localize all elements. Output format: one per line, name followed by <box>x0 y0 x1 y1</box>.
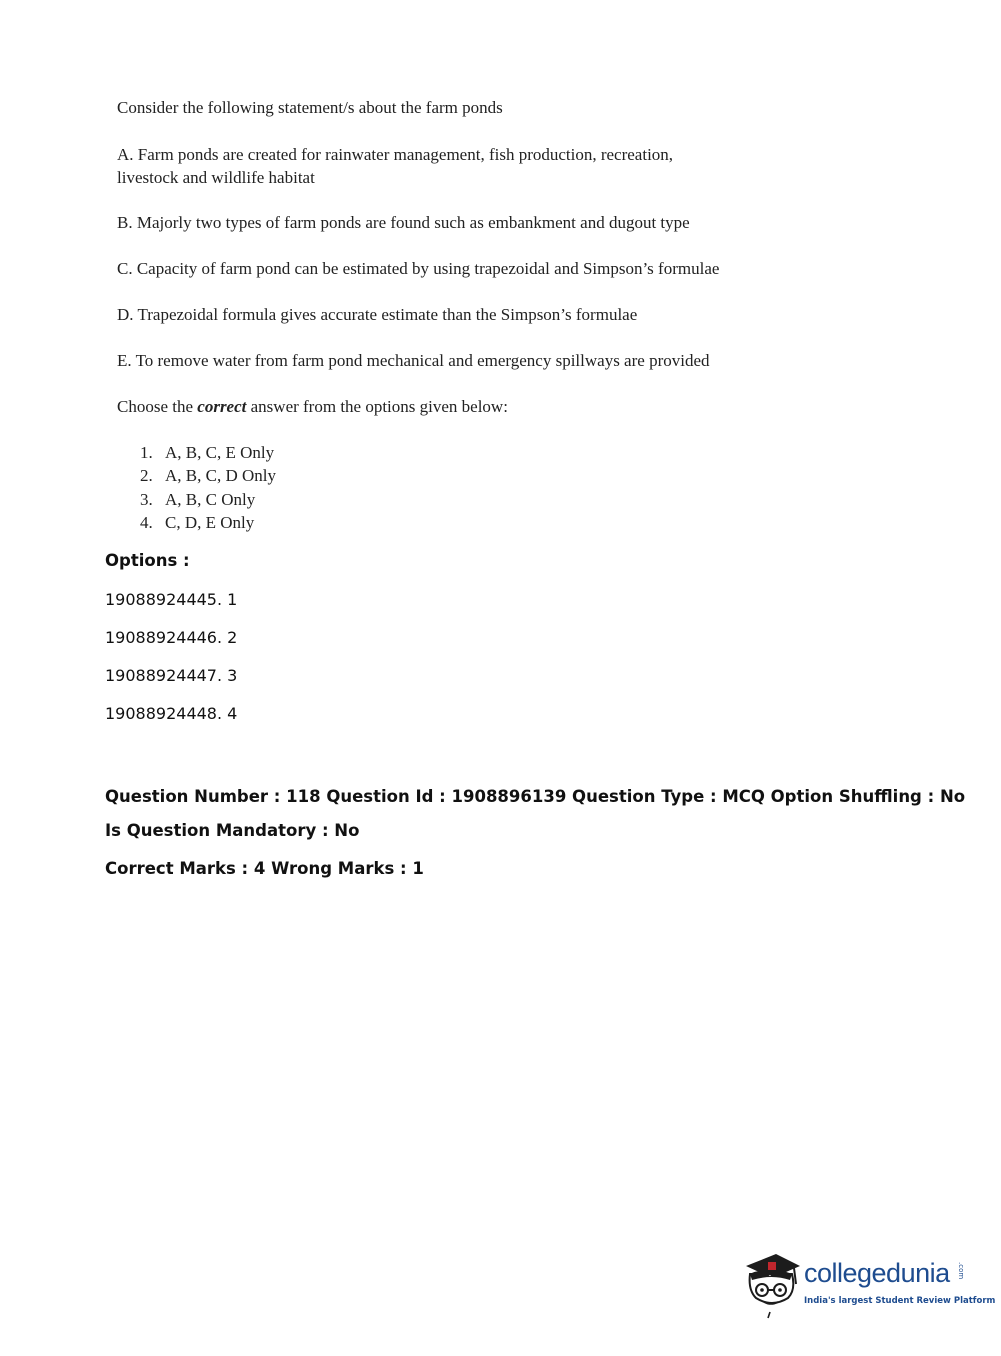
statement-c: C. Capacity of farm pond can be estimated by using trapezoidal and Simpson’s formulae <box>117 259 720 278</box>
answer-choice-list <box>140 441 276 534</box>
mascot-icon <box>742 1250 802 1320</box>
answer-choice <box>140 511 276 534</box>
question-intro: Consider the following statement/s about the farm ponds <box>117 98 503 117</box>
choose-prefix: Choose the <box>117 397 198 416</box>
question-meta-line: Question Number : 118 Question Id : 1908896139 Question Type : MCQ Option Shuffling : No <box>105 787 966 806</box>
logo-wordmark: collegedunia <box>804 1258 950 1288</box>
choice-number: 4. <box>140 512 153 532</box>
option-item: 19088924446. 2 <box>105 628 238 647</box>
choose-emphasis: correct <box>197 397 247 416</box>
option-item: 19088924445. 1 <box>105 590 238 609</box>
choice-text: A, B, C Only <box>165 489 256 509</box>
logo-tagline: India's largest Student Review Platform <box>804 1296 996 1306</box>
statement-e: E. To remove water from farm pond mechanical and emergency spillways are provided <box>117 351 710 370</box>
options-heading: Options : <box>105 551 190 570</box>
choice-number: 3. <box>140 489 153 509</box>
answer-choice <box>140 488 276 511</box>
collegedunia-logo <box>742 1250 996 1320</box>
choose-suffix: answer from the options given below: <box>246 397 508 416</box>
logo-domain-suffix: .com <box>957 1262 965 1280</box>
statement-b: B. Majorly two types of farm ponds are found such as embankment and dugout type <box>117 213 690 232</box>
statement-d: D. Trapezoidal formula gives accurate estimate than the Simpson’s formulae <box>117 305 638 324</box>
choice-number: 1. <box>140 443 153 462</box>
option-item: 19088924447. 3 <box>105 666 238 685</box>
question-mandatory-line: Is Question Mandatory : No <box>105 821 360 840</box>
choose-instruction <box>117 395 508 418</box>
statement-a: A. Farm ponds are created for rainwater management, fish production, recreation, livestock and wildlife habitat <box>117 145 674 187</box>
answer-choice <box>140 441 276 464</box>
question-marks-line: Correct Marks : 4 Wrong Marks : 1 <box>105 859 424 878</box>
answer-choice <box>140 464 276 487</box>
choice-text: A, B, C, E Only <box>165 443 275 462</box>
option-item: 19088924448. 4 <box>105 704 238 723</box>
choice-text: C, D, E Only <box>165 512 255 532</box>
choice-text: A, B, C, D Only <box>165 466 276 486</box>
choice-number: 2. <box>140 466 153 486</box>
